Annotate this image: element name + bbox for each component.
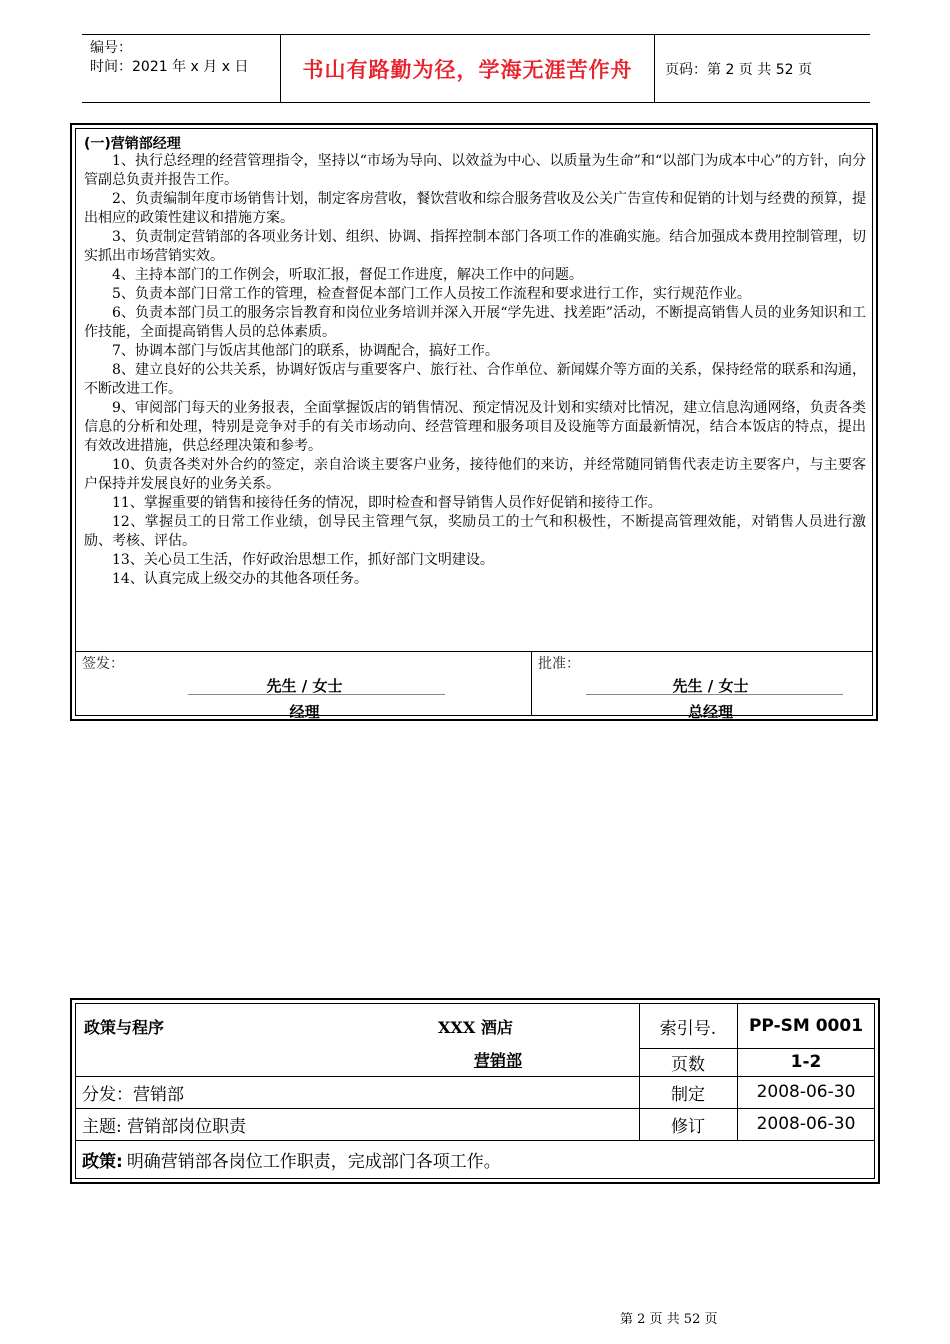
- department-name: 营销部: [474, 1050, 523, 1070]
- approve-salutation: 先生 / 女士: [672, 677, 749, 695]
- signoff-row: [76, 651, 872, 721]
- hotel-name: XXX 酒店: [438, 1017, 513, 1037]
- page-header: [82, 34, 870, 103]
- approve-label: 批准：: [538, 656, 580, 672]
- revised-label: 修订: [671, 1116, 705, 1137]
- distribution: 分发：营销部: [82, 1084, 184, 1105]
- made-date: 2008-06-30: [756, 1082, 856, 1102]
- policy-label: 政策:: [82, 1151, 123, 1172]
- time-label: 时间：2021 年 x 月 x 日: [90, 59, 249, 75]
- pages-value: 1-2: [790, 1052, 822, 1072]
- duty-item: 13、关心员工生活，作好政治思想工作，抓好部门文明建设。: [112, 552, 494, 568]
- approve-signature-line: [586, 694, 843, 695]
- gm-role: 总经理: [687, 703, 733, 721]
- subject: 主题: 营销部岗位职责: [82, 1116, 247, 1137]
- duty-title: (一)营销部经理: [84, 136, 181, 152]
- issue-signature-line: [188, 694, 445, 695]
- duty-item: 10、负责各类对外合约的签定，亲自洽谈主要客户业务，接待他们的来访，并经常随同销售代表走访主要客户，与主要客户保持并发展良好的业务关系。: [84, 457, 866, 492]
- duty-item: 8、建立良好的公共关系，协调好饭店与重要客户、旅行社、合作单位、新闻媒介等方面的关系，保持经常的联系和沟通，不断改进工作。: [84, 362, 866, 397]
- policy-inner: [75, 1003, 875, 1179]
- duty-list: [84, 152, 866, 589]
- duty-item: 6、负责本部门员工的服务宗旨教育和岗位业务培训并深入开展“学先进、找差距”活动，不断提高销售人员的业务知识和工作技能，全面提高销售人员的总体素质。: [84, 305, 866, 340]
- duty-item: 7、协调本部门与饭店其他部门的联系，协调配合，搞好工作。: [112, 343, 499, 359]
- pages-label: 页数: [671, 1054, 705, 1075]
- duty-item: 4、主持本部门的工作例会，听取汇报，督促工作进度，解决工作中的问题。: [112, 267, 583, 283]
- revised-date: 2008-06-30: [756, 1114, 856, 1134]
- duty-box: [70, 123, 878, 721]
- made-label: 制定: [671, 1084, 705, 1105]
- duty-item: 5、负责本部门日常工作的管理，检查督促本部门工作人员按工作流程和要求进行工作，实行规范作业。: [112, 286, 751, 302]
- duty-inner: [75, 128, 873, 721]
- policy-text: 明确营销部各岗位工作职责，完成部门各项工作。: [126, 1151, 501, 1172]
- duty-item: 11、掌握重要的销售和接待任务的情况，即时检查和督导销售人员作好促销和接待工作。: [112, 495, 662, 511]
- policy-table: [70, 998, 880, 1184]
- duty-content: [76, 129, 872, 652]
- issue-label: 签发：: [82, 656, 124, 672]
- header-motto: 书山有路勤为径，学海无涯苦作舟: [280, 35, 655, 102]
- page-footer: 第 2 页 共 52 页: [620, 1312, 718, 1327]
- duty-item: 14、认真完成上级交办的其他各项任务。: [112, 571, 368, 587]
- index-label: 索引号.: [659, 1018, 717, 1039]
- header-meta: [90, 39, 248, 77]
- manager-role: 经理: [289, 703, 320, 721]
- number-label: 编号：: [90, 40, 132, 56]
- duty-item: 3、负责制定营销部的各项业务计划、组织、协调、指挥控制本部门各项工作的准确实施。结合加强成本费用控制管理，切实抓出市场营销实效。: [84, 229, 866, 264]
- duty-item: 1、执行总经理的经营管理指令，坚持以“市场为导向、以效益为中心、以质量为生命”和“以部门为成本中心”的方针，向分管副总负责并报告工作。: [84, 153, 866, 188]
- duty-item: 12、掌握员工的日常工作业绩，创导民主管理气氛，奖励员工的士气和积极性，不断提高管理效能，对销售人员进行激励、考核、评估。: [84, 514, 866, 549]
- index-value: PP-SM 0001: [748, 1016, 864, 1036]
- policy-program-label: 政策与程序: [84, 1017, 165, 1037]
- header-page-info: 页码：第 2 页 共 52 页: [665, 62, 812, 78]
- duty-item: 2、负责编制年度市场销售计划，制定客房营收，餐饮营收和综合服务营收及公关广告宣传和促销的计划与经费的预算，提出相应的政策性建议和措施方案。: [84, 191, 866, 226]
- approve-cell: [532, 651, 872, 721]
- issue-salutation: 先生 / 女士: [266, 677, 343, 695]
- duty-item: 9、审阅部门每天的业务报表，全面掌握饭店的销售情况、预定情况及计划和实绩对比情况，建立信息沟通网络，负责各类信息的分析和处理，特别是竞争对手的有关市场动向、经营管理和服务项目及设施等方面最新情况，结合本饭店的特点，提出有效改进措施，供总经理决策和参考。: [84, 400, 866, 454]
- policy-statement: [82, 1140, 501, 1178]
- issue-cell: [76, 651, 532, 721]
